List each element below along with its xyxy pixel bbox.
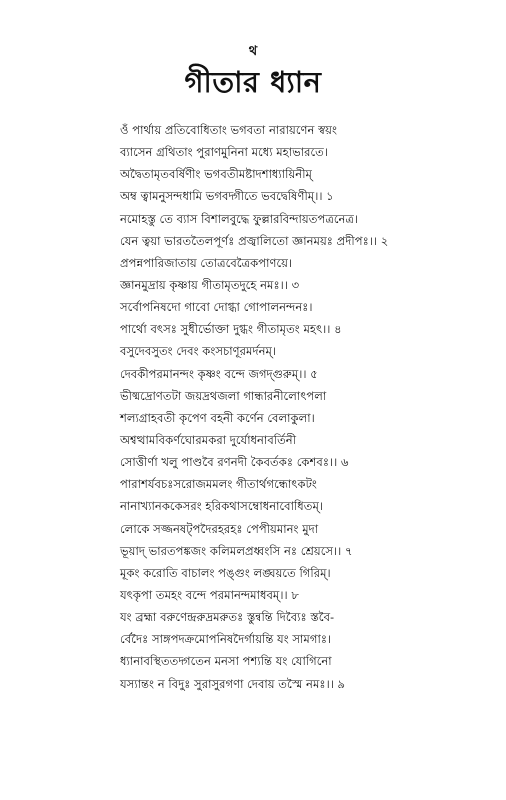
- verse-line: সোত্তীর্ণা খলু পাণ্ডবৈ রণনদী কৈবর্তকঃ কেশবঃ।। ৬: [120, 455, 349, 470]
- verse-line: দেবকীপরমানন্দং কৃষ্ণং বন্দে জগদ্গুরুম্।। ৫: [120, 366, 318, 381]
- verse-line: ভীষ্মদ্রোণতটা জয়দ্রথজলা গান্ধারনীলোৎপলা: [120, 388, 327, 403]
- page-title: গীতার ধ্যান: [184, 65, 322, 99]
- page-marker: থ: [248, 44, 258, 59]
- verse-line: ধ্যানাবস্থিততদ্গতেন মনসা পশ্যন্তি যং যোগিনো: [120, 654, 332, 669]
- verse-line: যং ব্রহ্মা বরুণেন্দ্ররুদ্রমরুতঃ স্তুন্বন্তি দিব্যৈঃ স্তবৈ-: [120, 610, 334, 625]
- verse-line: ব্যাসেন গ্রথিতাং পুরাণমুনিনা মধ্যে মহাভারতে।: [120, 145, 329, 160]
- verse-line: অশ্বত্থামবিকর্ণঘোরমকরা দুর্যোধনাবর্তিনী: [120, 432, 297, 447]
- verse-line: মূকং করোতি বাচালং পঙ্গুং লঙ্ঘয়তে গিরিম্।: [120, 565, 331, 580]
- verse-line: যৎকৃপা তমহং বন্দে পরমানন্দমাধবম্।। ৮: [120, 587, 299, 602]
- verse-line: নানাখ্যানককেসরং হরিকথাসম্বোধনাবোধিতম্।: [120, 499, 324, 514]
- verse-line: পারাশর্যবচঃসরোজমমলং গীতার্থগন্ধোৎকটং: [120, 477, 317, 492]
- verse-line: লোকে সজ্জনষট্পদৈরহরহঃ পেপীয়মানং মুদা: [120, 521, 319, 536]
- verse-line: বসুদেবসুতং দেবং কংসচাণূরমর্দনম্।: [120, 344, 277, 359]
- verse-line: প্রপন্নপারিজাতায় তোত্রবেত্রৈকপাণয়ে।: [120, 255, 293, 270]
- verse-line: নমোহস্তু তে ব্যাস বিশালবুদ্ধে ফুল্লারবিন্দায়তপত্রনেত্র।: [120, 211, 359, 226]
- verse-line: শল্যগ্রাহবতী কৃপেণ বহনী কর্ণেন বেলাকুলা।: [120, 410, 315, 425]
- verse-line: পার্থো বৎসঃ সুধীর্ভোক্তা দুগ্ধং গীতামৃতং মহৎ।। ৪: [120, 322, 342, 337]
- verse-line: র্বেদৈঃ সাঙ্গপদক্রমোপনিষদৈর্গায়ন্তি যং সামগাঃ।: [120, 632, 332, 647]
- verse-line: অম্ব ত্বামনুসন্দধামি ভগবদ্গীতে ভবদ্বেষিণীম্।। ১: [120, 189, 334, 204]
- verse-line: যেন ত্বয়া ভারততৈলপূর্ণঃ প্রজ্বালিতো জ্ঞানময়ঃ প্রদীপঃ।। ২: [120, 233, 389, 248]
- verse-line: যস্যান্তং ন বিদুঃ সুরাসুরগণা দেবায় তস্মৈ নমঃ।। ৯: [120, 676, 346, 691]
- verse-line: জ্ঞানমুদ্রায় কৃষ্ণায় গীতামৃতদুহে নমঃ।। ৩: [120, 277, 300, 292]
- verse-block: [120, 119, 460, 695]
- verse-line: অদ্বৈতামৃতবর্ষিণীং ভগবতীমষ্টাদশাধ্যায়িনীম্: [120, 167, 312, 182]
- verse-line: সর্বোপনিষদো গাবো দোগ্ধা গোপালনন্দনঃ।: [120, 300, 313, 315]
- verse-line: ওঁ পার্থায় প্রতিবোধিতাং ভগবতা নারায়ণেন স্বয়ং: [120, 123, 337, 137]
- verse-line: ভূয়াদ্ ভারতপঙ্কজং কলিমলপ্রধ্বংসি নঃ শ্রেয়সে।। ৭: [120, 543, 353, 558]
